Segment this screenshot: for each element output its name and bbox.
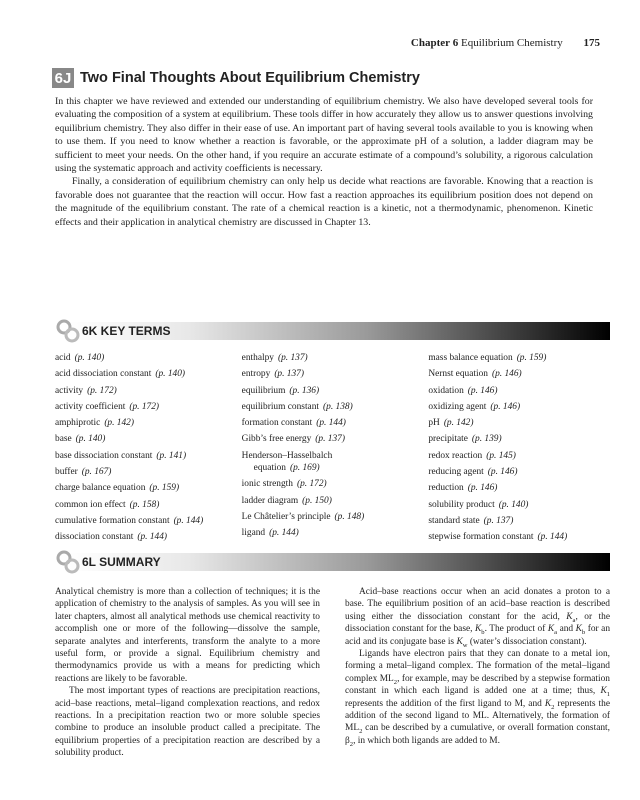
term-text: standard state (428, 515, 480, 526)
summary-paragraph: Analytical chemistry is more than a collection of techniques; it is the application of chemistry to the analysis of samples. As you will see in later chapters, almost all analytical methods use chemical reactivity to accomplish one or more of the following—dissolve the sample, separate analytes and interferents, transform the analyte to a more useful form, or provide a signal. Equilibrium chemistry and thermodynamics provide us with a means for predicting which reactions are likely to be favorable. (55, 587, 320, 684)
term-page: (p. 140) (75, 434, 106, 445)
term-page: (p. 142) (443, 418, 474, 429)
term-item (428, 401, 615, 413)
term-continuation (242, 462, 429, 474)
term-page: (p. 136) (289, 385, 320, 396)
summary-band (55, 549, 610, 575)
chapter-title: Equilibrium Chemistry (461, 37, 563, 49)
term-item (242, 433, 429, 445)
text-run: Acid–base reactions occur when an acid donates a proton to a base. The equilibrium position of an acid–base reaction is described using either the dissociation constant for the acid, (345, 587, 610, 622)
term-item (242, 401, 429, 413)
term-item (242, 478, 429, 490)
term-item (55, 385, 242, 397)
term-text: Nernst equation (428, 369, 488, 380)
chapter-label: Chapter (410, 37, 450, 49)
key-terms-list (55, 352, 615, 548)
term-item (428, 531, 615, 543)
term-page: (p. 146) (490, 401, 521, 412)
term-item (242, 417, 429, 429)
text-run: , in which both ligands are added to M. (353, 735, 500, 746)
text-run: Ligands have electron pairs that they can donate to a metal ion, forming a metal–ligand complex. The formation of the metal–ligand complex ML (345, 649, 610, 684)
term-page: (p. 145) (486, 450, 516, 461)
term-text: mass balance equation (428, 353, 513, 363)
term-page: (p. 142) (104, 418, 134, 429)
term-text: charge balance equation (55, 483, 146, 494)
section-tag: 6J (52, 68, 74, 88)
term-text: base dissociation constant (55, 450, 153, 461)
term-page: (p. 137) (315, 434, 345, 445)
text-run: represents the addition of the first ligand to M, and (345, 698, 545, 709)
section-paragraph: In this chapter we have reviewed and extended our understanding of equilibrium chemistry. We also have developed several tools for evaluating the composition of a system at equilibrium. These tools differ in how accurately they allow us to answer questions involving equilibrium chemistry. They also differ in their ease of use. An important part of having several tools available to you is knowing when to use them. If you need to know whether a reaction is favorable, or the approximate pH of a solution, a ladder diagram may be sufficient to meet your needs. On the other hand, if you require an accurate estimate of a compound’s solubility, a rigorous calculation using the systematic approach and activity coefficients is necessary. (55, 96, 593, 175)
term-page: (p. 144) (137, 532, 168, 543)
term-page: (p. 159) (516, 353, 547, 363)
term-page: (p. 138) (323, 401, 353, 412)
term-page: (p. 146) (467, 385, 498, 396)
term-item (55, 433, 242, 445)
term-page: (p. 140) (498, 499, 529, 510)
symbol-k: K (566, 611, 573, 622)
term-text: Le Châtelier’s principle (241, 512, 331, 523)
term-item (55, 499, 242, 511)
term-page: (p. 144) (269, 528, 299, 539)
term-item (428, 417, 615, 429)
term-text: acid dissociation constant (55, 369, 152, 380)
term-text: base (55, 434, 72, 445)
term-page: (p. 137) (277, 353, 308, 363)
subscript: 2 (359, 728, 363, 736)
chapter-number: 6 (452, 37, 459, 49)
term-text: precipitate (428, 434, 468, 445)
subscript: 2 (349, 740, 354, 748)
term-item (55, 368, 242, 380)
term-item (55, 401, 242, 413)
term-item (55, 531, 242, 543)
text-run: (water’s dissociation constant). (467, 636, 587, 647)
text-run: for an acid and its conjugate base is (345, 624, 611, 647)
term-page: (p. 148) (334, 512, 365, 523)
symbol-k: K (544, 698, 552, 709)
text-run: can be described by a cumulative, or overall formation constant, (362, 723, 610, 734)
term-item (428, 515, 615, 527)
term-text: cumulative formation constant (55, 515, 170, 526)
term-page: (p. 159) (149, 483, 180, 494)
summary-paragraph (345, 648, 610, 747)
text-run: represents the addition of the second ligand to ML. Alternatively, the formation of ML (345, 698, 610, 734)
summary-heading: 6L SUMMARY (82, 555, 161, 569)
term-item (55, 417, 242, 429)
text-run: , or the dissociation constant for the base, (345, 611, 611, 635)
term-page: (p. 167) (81, 467, 112, 478)
symbol-k: K (475, 624, 482, 635)
text-run: , for example, may be described by a stepwise formation constant in which each ligand is added one at a time; thus, (345, 673, 610, 697)
term-text: activity (55, 385, 84, 396)
term-text: reducing agent (428, 467, 484, 478)
term-page: (p. 141) (156, 450, 187, 461)
page-number: 175 (583, 37, 600, 49)
term-page: (p. 172) (129, 401, 160, 412)
key-terms-heading: 6K KEY TERMS (82, 324, 171, 338)
term-text: amphiprotic (55, 418, 101, 429)
summary-paragraph (345, 586, 610, 648)
term-text: oxidizing agent (428, 401, 487, 412)
term-page: (p. 172) (296, 479, 327, 490)
section-paragraph: Finally, a consideration of equilibrium chemistry can only help us decide what reactions are favorable. Knowing that a reaction is favorable does not guarantee that the reaction will occur. How fast a reaction approaches its equilibrium position does not depend on the magnitude of the equilibrium constant. The rate of a chemical reaction is a kinetic, not a thermodynamic, phenomenon. Kinetic effects and their application in analytical chemistry are discussed in Chapter 13. (55, 176, 593, 228)
symbol-k: K (575, 624, 582, 635)
subscript: b (581, 629, 586, 637)
term-text: common ion effect (55, 499, 126, 510)
term-item (55, 466, 242, 478)
running-header (411, 37, 600, 49)
summary-paragraph: The most important types of reactions are precipitation reactions, acid–base reactions, metal–ligand complexation reactions, and redox reactions. In a precipitation reaction two or more soluble species combine to produce an insoluble product called a precipitate. The equilibrium properties of a precipitation reaction are described by a solubility product. (55, 686, 320, 759)
symbol-k: K (456, 636, 463, 647)
key-terms-column (55, 352, 242, 548)
term-page: (p. 137) (483, 515, 514, 526)
term-page: (p. 144) (173, 515, 204, 526)
term-text: equilibrium constant (241, 401, 320, 412)
subscript: a (572, 616, 576, 624)
knot-icon (55, 318, 81, 344)
key-terms-band (55, 318, 610, 344)
term-page: (p. 146) (467, 483, 498, 494)
section-title: Two Final Thoughts About Equilibrium Chemistry (80, 70, 420, 86)
subscript: 2 (551, 703, 555, 711)
term-item (242, 385, 429, 397)
subscript: b (481, 629, 485, 637)
symbol-k: K (547, 624, 555, 635)
term-page: (p. 150) (302, 495, 332, 506)
subscript: a (554, 629, 558, 637)
term-page: (p. 144) (316, 418, 346, 429)
term-page: (p. 158) (129, 499, 160, 510)
term-page: (p. 172) (87, 385, 117, 396)
term-text: pH (428, 418, 440, 429)
symbol-beta: β (345, 735, 350, 746)
term-item (242, 527, 429, 539)
term-text: buffer (55, 467, 78, 478)
term-page: (p. 140) (155, 369, 186, 380)
term-text: ligand (241, 528, 266, 539)
term-text: stepwise formation constant (428, 532, 534, 543)
summary-left-column (55, 586, 320, 760)
term-item (242, 511, 429, 523)
term-item (428, 368, 615, 380)
term-text: oxidation (428, 385, 464, 396)
subscript: 1 (606, 691, 610, 699)
section-heading (52, 68, 420, 88)
term-item (242, 495, 429, 507)
term-item (55, 515, 242, 527)
term-text: acid (55, 353, 71, 363)
symbol-k: K (600, 686, 607, 697)
term-text: formation constant (241, 418, 313, 429)
term-text: entropy (241, 369, 271, 380)
summary-text (55, 586, 610, 760)
section-body (55, 95, 593, 229)
term-item (428, 352, 615, 364)
knot-icon (55, 549, 81, 575)
term-text: enthalpy (241, 353, 274, 363)
term-page: (p. 146) (491, 369, 522, 380)
term-item (242, 450, 429, 475)
term-text: Gibb’s free energy (241, 434, 312, 445)
term-item (428, 482, 615, 494)
term-text: equation (253, 463, 286, 474)
text-run: and (557, 624, 576, 635)
term-page: (p. 137) (274, 369, 304, 380)
term-item (242, 352, 429, 364)
subscript: w (462, 641, 468, 649)
summary-right-column (345, 586, 610, 760)
term-item (428, 385, 615, 397)
term-text: solubility product (428, 499, 495, 510)
term-page: (p. 146) (487, 467, 518, 478)
term-text: ionic strength (241, 479, 293, 490)
term-page: (p. 144) (537, 532, 568, 543)
term-text: activity coefficient (55, 401, 126, 412)
term-text: equilibrium (241, 385, 286, 396)
term-item (428, 499, 615, 511)
term-text: Henderson–Hasselbalch (241, 450, 333, 461)
term-item (428, 466, 615, 478)
term-item (242, 368, 429, 380)
text-run: . The product of (484, 624, 548, 635)
term-text: dissociation constant (55, 532, 134, 543)
key-terms-column (428, 352, 615, 548)
term-item (428, 433, 615, 445)
term-page: (p. 169) (289, 463, 320, 474)
term-page: (p. 139) (471, 434, 502, 445)
term-item (428, 450, 615, 462)
key-terms-column (242, 352, 429, 548)
term-text: redox reaction (428, 450, 483, 461)
term-text: reduction (428, 483, 464, 494)
term-page: (p. 140) (74, 353, 105, 363)
subscript: 2 (393, 678, 398, 686)
term-item (55, 450, 242, 462)
term-item (55, 482, 242, 494)
term-text: ladder diagram (241, 495, 299, 506)
term-item (55, 352, 242, 364)
